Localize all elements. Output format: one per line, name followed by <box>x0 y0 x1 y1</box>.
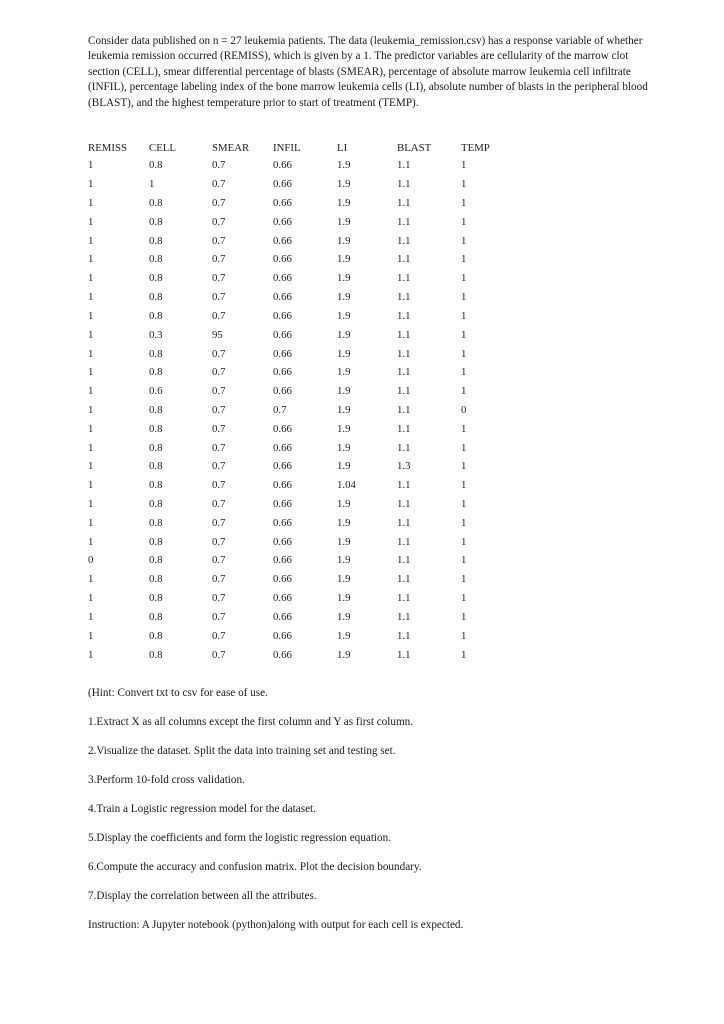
cell-blast: 1.1 <box>397 403 411 416</box>
cell-blast: 1.1 <box>397 272 411 285</box>
table-row <box>88 645 501 664</box>
cell-remiss: 1 <box>88 498 94 511</box>
cell-infil: 0.66 <box>273 460 292 473</box>
cell-smear: 95 <box>212 328 223 341</box>
cell-infil: 0.66 <box>273 159 292 172</box>
cell-smear: 0.7 <box>212 422 226 435</box>
cell-remiss: 1 <box>88 309 94 322</box>
cell-smear: 0.7 <box>212 291 226 304</box>
cell-temp: 1 <box>461 441 467 454</box>
cell-infil: 0.66 <box>273 422 292 435</box>
cell-blast: 1.1 <box>397 234 411 247</box>
cell-blast: 1.1 <box>397 554 411 567</box>
task-step-2: 2.Visualize the dataset. Split the data into training set and testing set. <box>88 745 396 757</box>
cell-cell: 0.8 <box>149 460 163 473</box>
cell-remiss: 1 <box>88 441 94 454</box>
cell-li: 1.9 <box>337 535 351 548</box>
cell-li: 1.9 <box>337 385 351 398</box>
cell-remiss: 1 <box>88 648 94 661</box>
cell-cell: 0.8 <box>149 215 163 228</box>
cell-temp: 1 <box>461 385 467 398</box>
cell-li: 1.9 <box>337 159 351 172</box>
task-step-5: 5.Display the coefficients and form the logistic regression equation. <box>88 832 392 844</box>
column-header-blast: BLAST <box>397 141 432 154</box>
cell-blast: 1.3 <box>397 460 411 473</box>
cell-infil: 0.66 <box>273 385 292 398</box>
cell-cell: 0.8 <box>149 629 163 642</box>
cell-li: 1.9 <box>337 366 351 379</box>
cell-blast: 1.1 <box>397 291 411 304</box>
hint-text: (Hint: Convert txt to csv for ease of use. <box>88 687 268 699</box>
column-header-cell: CELL <box>149 141 176 154</box>
table-row <box>88 495 501 514</box>
cell-infil: 0.66 <box>273 272 292 285</box>
cell-cell: 0.8 <box>149 366 163 379</box>
cell-li: 1.9 <box>337 554 351 567</box>
cell-smear: 0.7 <box>212 610 226 623</box>
table-row <box>88 589 501 608</box>
cell-temp: 1 <box>461 535 467 548</box>
cell-li: 1.9 <box>337 328 351 341</box>
table-row <box>88 513 501 532</box>
cell-li: 1.9 <box>337 516 351 529</box>
cell-temp: 1 <box>461 159 467 172</box>
cell-smear: 0.7 <box>212 159 226 172</box>
cell-temp: 1 <box>461 234 467 247</box>
table-row <box>88 175 501 194</box>
column-header-li: LI <box>337 141 348 154</box>
cell-cell: 0.8 <box>149 441 163 454</box>
cell-infil: 0.66 <box>273 328 292 341</box>
column-header-infil: INFIL <box>273 141 301 154</box>
cell-li: 1.9 <box>337 215 351 228</box>
cell-smear: 0.7 <box>212 592 226 605</box>
table-row <box>88 194 501 213</box>
cell-temp: 1 <box>461 178 467 191</box>
cell-cell: 0.8 <box>149 291 163 304</box>
cell-smear: 0.7 <box>212 573 226 586</box>
cell-temp: 1 <box>461 629 467 642</box>
cell-remiss: 1 <box>88 516 94 529</box>
cell-remiss: 1 <box>88 610 94 623</box>
table-row <box>88 288 501 307</box>
cell-remiss: 1 <box>88 178 94 191</box>
cell-temp: 1 <box>461 309 467 322</box>
cell-infil: 0.66 <box>273 554 292 567</box>
table-row <box>88 551 501 570</box>
cell-infil: 0.66 <box>273 479 292 492</box>
cell-cell: 0.8 <box>149 516 163 529</box>
cell-smear: 0.7 <box>212 535 226 548</box>
cell-remiss: 1 <box>88 215 94 228</box>
cell-blast: 1.1 <box>397 159 411 172</box>
cell-smear: 0.7 <box>212 234 226 247</box>
cell-infil: 0.66 <box>273 592 292 605</box>
cell-temp: 1 <box>461 610 467 623</box>
cell-smear: 0.7 <box>212 309 226 322</box>
table-row <box>88 269 501 288</box>
cell-cell: 0.6 <box>149 385 163 398</box>
cell-infil: 0.66 <box>273 253 292 266</box>
cell-li: 1.9 <box>337 403 351 416</box>
table-row <box>88 532 501 551</box>
cell-cell: 0.8 <box>149 535 163 548</box>
cell-smear: 0.7 <box>212 441 226 454</box>
table-row <box>88 344 501 363</box>
cell-cell: 0.8 <box>149 234 163 247</box>
cell-temp: 1 <box>461 197 467 210</box>
cell-infil: 0.66 <box>273 291 292 304</box>
cell-temp: 1 <box>461 347 467 360</box>
cell-temp: 1 <box>461 328 467 341</box>
cell-smear: 0.7 <box>212 385 226 398</box>
cell-li: 1.9 <box>337 234 351 247</box>
cell-temp: 1 <box>461 498 467 511</box>
table-row <box>88 401 501 420</box>
cell-blast: 1.1 <box>397 498 411 511</box>
cell-infil: 0.66 <box>273 516 292 529</box>
cell-li: 1.9 <box>337 573 351 586</box>
cell-li: 1.9 <box>337 648 351 661</box>
cell-li: 1.9 <box>337 441 351 454</box>
cell-temp: 1 <box>461 422 467 435</box>
task-step-3: 3.Perform 10-fold cross validation. <box>88 774 245 786</box>
cell-temp: 1 <box>461 573 467 586</box>
cell-smear: 0.7 <box>212 253 226 266</box>
cell-remiss: 1 <box>88 403 94 416</box>
cell-remiss: 1 <box>88 159 94 172</box>
cell-cell: 0.8 <box>149 479 163 492</box>
cell-blast: 1.1 <box>397 215 411 228</box>
cell-temp: 1 <box>461 272 467 285</box>
cell-blast: 1.1 <box>397 441 411 454</box>
cell-smear: 0.7 <box>212 648 226 661</box>
cell-cell: 1 <box>149 178 155 191</box>
cell-li: 1.9 <box>337 498 351 511</box>
table-row <box>88 307 501 326</box>
cell-smear: 0.7 <box>212 197 226 210</box>
cell-remiss: 1 <box>88 253 94 266</box>
cell-temp: 1 <box>461 253 467 266</box>
cell-smear: 0.7 <box>212 460 226 473</box>
cell-infil: 0.66 <box>273 178 292 191</box>
cell-remiss: 1 <box>88 629 94 642</box>
cell-li: 1.9 <box>337 309 351 322</box>
cell-cell: 0.8 <box>149 159 163 172</box>
table-row <box>88 438 501 457</box>
cell-li: 1.9 <box>337 460 351 473</box>
cell-temp: 1 <box>461 366 467 379</box>
task-step-7: 7.Display the correlation between all the attributes. <box>88 890 317 902</box>
cell-blast: 1.1 <box>397 592 411 605</box>
cell-li: 1.9 <box>337 197 351 210</box>
cell-infil: 0.7 <box>273 403 287 416</box>
table-row <box>88 382 501 401</box>
cell-infil: 0.66 <box>273 309 292 322</box>
instruction-text: Instruction: A Jupyter notebook (python)along with output for each cell is expected. <box>88 919 464 931</box>
cell-cell: 0.8 <box>149 592 163 605</box>
cell-blast: 1.1 <box>397 347 411 360</box>
column-header-smear: SMEAR <box>212 141 250 154</box>
table-row <box>88 212 501 231</box>
cell-infil: 0.66 <box>273 573 292 586</box>
cell-remiss: 1 <box>88 234 94 247</box>
cell-cell: 0.8 <box>149 309 163 322</box>
cell-smear: 0.7 <box>212 215 226 228</box>
cell-remiss: 1 <box>88 328 94 341</box>
cell-cell: 0.8 <box>149 610 163 623</box>
cell-smear: 0.7 <box>212 479 226 492</box>
cell-infil: 0.66 <box>273 498 292 511</box>
cell-temp: 1 <box>461 648 467 661</box>
table-row <box>88 231 501 250</box>
cell-remiss: 1 <box>88 535 94 548</box>
cell-temp: 1 <box>461 554 467 567</box>
cell-remiss: 1 <box>88 197 94 210</box>
cell-li: 1.9 <box>337 592 351 605</box>
leukemia-data-table <box>88 139 501 664</box>
cell-remiss: 1 <box>88 272 94 285</box>
cell-li: 1.9 <box>337 178 351 191</box>
cell-cell: 0.8 <box>149 648 163 661</box>
cell-infil: 0.66 <box>273 629 292 642</box>
cell-temp: 1 <box>461 291 467 304</box>
cell-cell: 0.8 <box>149 422 163 435</box>
table-body <box>88 156 501 664</box>
cell-temp: 0 <box>461 403 467 416</box>
cell-remiss: 1 <box>88 347 94 360</box>
cell-remiss: 1 <box>88 479 94 492</box>
cell-infil: 0.66 <box>273 234 292 247</box>
cell-temp: 1 <box>461 460 467 473</box>
cell-blast: 1.1 <box>397 385 411 398</box>
cell-temp: 1 <box>461 215 467 228</box>
cell-li: 1.9 <box>337 610 351 623</box>
table-header-row <box>88 139 501 156</box>
cell-remiss: 1 <box>88 573 94 586</box>
cell-blast: 1.1 <box>397 573 411 586</box>
table-row <box>88 325 501 344</box>
cell-li: 1.04 <box>337 479 356 492</box>
cell-li: 1.9 <box>337 629 351 642</box>
column-header-temp: TEMP <box>461 141 490 154</box>
task-step-1: 1.Extract X as all columns except the first column and Y as first column. <box>88 716 414 728</box>
cell-smear: 0.7 <box>212 516 226 529</box>
cell-smear: 0.7 <box>212 554 226 567</box>
cell-infil: 0.66 <box>273 535 292 548</box>
cell-temp: 1 <box>461 592 467 605</box>
table-row <box>88 156 501 175</box>
cell-cell: 0.8 <box>149 554 163 567</box>
cell-infil: 0.66 <box>273 610 292 623</box>
cell-smear: 0.7 <box>212 272 226 285</box>
cell-cell: 0.8 <box>149 347 163 360</box>
cell-smear: 0.7 <box>212 178 226 191</box>
cell-cell: 0.8 <box>149 272 163 285</box>
cell-remiss: 1 <box>88 366 94 379</box>
table-row <box>88 419 501 438</box>
cell-blast: 1.1 <box>397 328 411 341</box>
table-row <box>88 570 501 589</box>
task-step-4: 4.Train a Logistic regression model for the dataset. <box>88 803 316 815</box>
cell-cell: 0.8 <box>149 253 163 266</box>
cell-remiss: 1 <box>88 422 94 435</box>
cell-temp: 1 <box>461 479 467 492</box>
cell-smear: 0.7 <box>212 498 226 511</box>
cell-infil: 0.66 <box>273 366 292 379</box>
cell-cell: 0.8 <box>149 573 163 586</box>
cell-remiss: 1 <box>88 385 94 398</box>
cell-blast: 1.1 <box>397 178 411 191</box>
cell-infil: 0.66 <box>273 441 292 454</box>
column-header-remiss: REMISS <box>88 141 128 154</box>
cell-infil: 0.66 <box>273 215 292 228</box>
cell-smear: 0.7 <box>212 629 226 642</box>
cell-blast: 1.1 <box>397 197 411 210</box>
cell-blast: 1.1 <box>397 535 411 548</box>
cell-smear: 0.7 <box>212 366 226 379</box>
cell-cell: 0.8 <box>149 197 163 210</box>
cell-li: 1.9 <box>337 347 351 360</box>
cell-smear: 0.7 <box>212 347 226 360</box>
cell-cell: 0.8 <box>149 498 163 511</box>
cell-li: 1.9 <box>337 422 351 435</box>
cell-remiss: 1 <box>88 291 94 304</box>
table-row <box>88 363 501 382</box>
intro-paragraph: Consider data published on n = 27 leukemia patients. The data (leukemia_remission.csv) has a response variable of whether leukemia remission occurred (REMISS), which is given by a 1. The predictor variables are cellularity of the marrow clot section (CELL), smear differential percentage of blasts (SMEAR), percentage of absolute marrow leukemia cell infiltrate (INFIL), percentage labeling index of the bone marrow leukemia cells (LI), absolute number of blasts in the peripheral blood (BLAST), and the highest temperature prior to start of treatment (TEMP). <box>88 35 648 109</box>
cell-infil: 0.66 <box>273 648 292 661</box>
cell-li: 1.9 <box>337 253 351 266</box>
cell-blast: 1.1 <box>397 516 411 529</box>
cell-blast: 1.1 <box>397 610 411 623</box>
cell-remiss: 1 <box>88 592 94 605</box>
cell-li: 1.9 <box>337 291 351 304</box>
cell-li: 1.9 <box>337 272 351 285</box>
cell-infil: 0.66 <box>273 347 292 360</box>
table-row <box>88 457 501 476</box>
cell-blast: 1.1 <box>397 253 411 266</box>
cell-blast: 1.1 <box>397 422 411 435</box>
table-row <box>88 476 501 495</box>
cell-temp: 1 <box>461 516 467 529</box>
cell-smear: 0.7 <box>212 403 226 416</box>
cell-infil: 0.66 <box>273 197 292 210</box>
table-row <box>88 608 501 627</box>
table-row <box>88 250 501 269</box>
cell-blast: 1.1 <box>397 366 411 379</box>
cell-remiss: 1 <box>88 460 94 473</box>
cell-blast: 1.1 <box>397 629 411 642</box>
cell-blast: 1.1 <box>397 479 411 492</box>
table-row <box>88 626 501 645</box>
cell-remiss: 0 <box>88 554 94 567</box>
cell-cell: 0.8 <box>149 403 163 416</box>
cell-cell: 0.3 <box>149 328 163 341</box>
cell-blast: 1.1 <box>397 648 411 661</box>
task-step-6: 6.Compute the accuracy and confusion matrix. Plot the decision boundary. <box>88 861 422 873</box>
cell-blast: 1.1 <box>397 309 411 322</box>
